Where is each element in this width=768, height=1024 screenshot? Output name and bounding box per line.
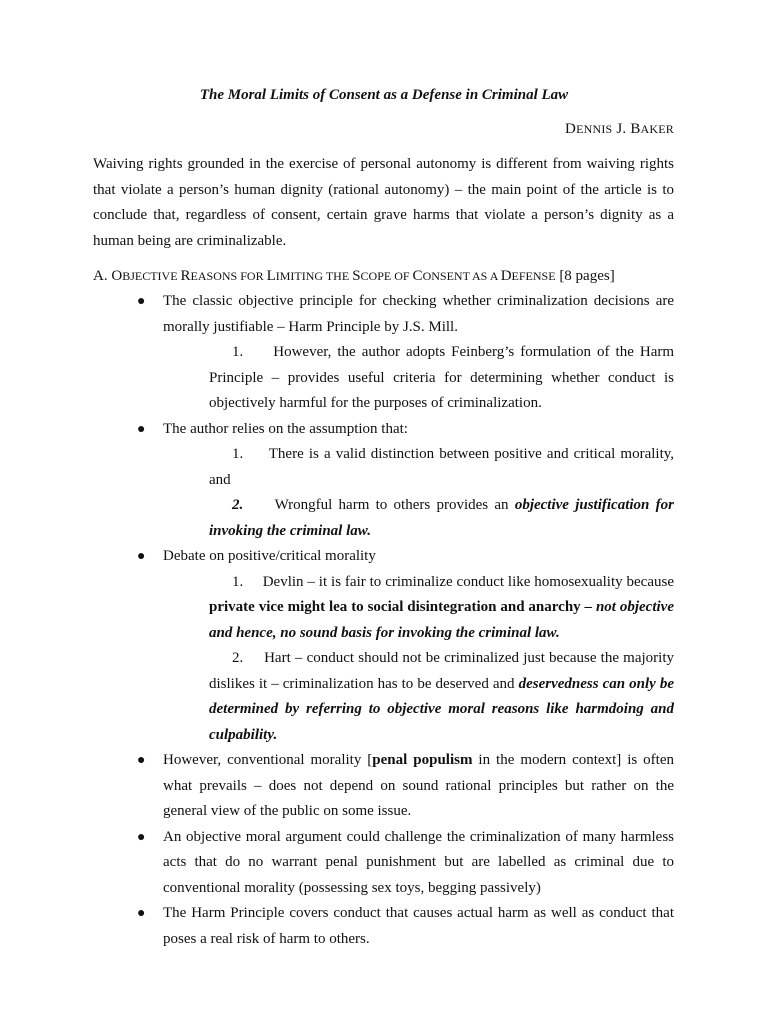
sub-item-text: However, the author adopts Feinberg’s formulation of the Harm Principle – provides useful criteria for determining whether conduct is objectively harmful for the purposes of criminalization. xyxy=(209,344,675,411)
heading-cap: R xyxy=(180,268,191,284)
sub-item xyxy=(209,493,674,544)
sub-item-number: 2. xyxy=(232,497,244,513)
list-item-text: Debate on positive/critical morality xyxy=(163,548,376,564)
author-middle: J. B xyxy=(612,121,641,137)
heading-sc: BJECTIVE xyxy=(122,269,181,283)
heading-cap: S xyxy=(352,268,361,284)
heading-suffix: [8 pages] xyxy=(555,268,615,284)
heading-sc: EASONS FOR xyxy=(190,269,267,283)
author-last-rest: AKER xyxy=(640,122,674,136)
bullet-dot-icon: ● xyxy=(137,753,146,768)
author-initial-d: D xyxy=(565,121,577,137)
heading-sc: EFENSE xyxy=(511,269,556,283)
sub-item-bold: private vice might lea to social disintegration and anarchy – xyxy=(209,599,596,615)
document-title: The Moral Limits of Consent as a Defense in Criminal Law xyxy=(199,87,569,103)
heading-prefix: A. xyxy=(93,268,112,284)
bullet-dot-icon: ● xyxy=(137,829,146,845)
list-item xyxy=(137,544,674,570)
sub-item xyxy=(209,442,674,493)
sub-item-number: 1. xyxy=(232,344,244,360)
list-item-text: in the modern context] is often what prevails – does not depend on sound rational principles but rather on the general view of the public on some issue. xyxy=(163,752,674,819)
heading-sc: IMITING THE xyxy=(275,269,353,283)
author-name xyxy=(565,121,674,138)
sub-item xyxy=(209,340,674,417)
heading-cap: D xyxy=(500,268,512,284)
list-item xyxy=(137,825,674,902)
list-item xyxy=(137,901,674,952)
bullet-dot-icon: ● xyxy=(137,549,146,564)
section-heading-a xyxy=(93,264,693,290)
outline-list xyxy=(0,289,768,952)
sub-item-text: Devlin – it is fair to criminalize conduct like homosexuality because xyxy=(262,573,674,590)
list-item-text: An objective moral argument could challenge the criminalization of many harmless acts that do no warrant penal punishment but are labelled as criminal due to conventional morality (possessing sex toys, begging passively) xyxy=(163,828,674,896)
heading-sc: ONSENT AS A xyxy=(422,269,501,283)
author-first-rest: ENNIS xyxy=(576,122,613,136)
list-item-bold: penal populism xyxy=(372,752,473,768)
list-item-text: The author relies on the assumption that: xyxy=(163,420,408,437)
sub-item-number: 1. xyxy=(232,446,244,462)
list-item-text: The classic objective principle for checking whether criminalization decisions are morally justifiable – Harm Principle by J.S. Mill. xyxy=(163,293,674,335)
sub-item-number: 1. xyxy=(232,573,244,590)
bullet-dot-icon: ● xyxy=(137,906,146,921)
sub-item-text: Hart – conduct should not be criminalized just because the majority dislikes it – criminalization has to be deserved and xyxy=(209,650,674,692)
list-item xyxy=(137,748,674,825)
list-item-text: The Harm Principle covers conduct that causes actual harm as well as conduct that poses a real risk of harm to others. xyxy=(163,905,674,947)
intro-paragraph: Waiving rights grounded in the exercise of personal autonomy is different from waiving rights that violate a person’s human dignity (rational autonomy) – the main point of the article is to conclude that, regardless of consent, certain grave harms that violate a person’s dignity as a human being are criminalizable. xyxy=(93,156,674,249)
sub-item-number: 2. xyxy=(232,650,244,666)
sub-item-text: There is a valid distinction between positive and critical morality, and xyxy=(209,446,675,488)
heading-sc: COPE OF xyxy=(360,269,413,283)
sub-item xyxy=(209,570,674,647)
sub-item-emphasis: deservedness can only be determined by referring to objective moral reasons like harmdoing and culpability. xyxy=(209,675,674,743)
list-item xyxy=(137,289,674,340)
sub-item-text: Wrongful harm to others provides an xyxy=(274,497,515,513)
bullet-dot-icon: ● xyxy=(137,421,146,437)
sub-item-emphasis: objective justification for invoking the criminal law. xyxy=(209,497,674,539)
heading-cap: O xyxy=(111,268,123,284)
list-item-text: However, conventional morality [ xyxy=(163,752,373,768)
heading-cap: C xyxy=(412,268,423,284)
bullet-dot-icon: ● xyxy=(137,294,146,309)
sub-item xyxy=(209,646,674,748)
list-item xyxy=(137,417,674,443)
heading-cap: L xyxy=(266,268,276,284)
sub-item-emphasis: not objective and hence, no sound basis for invoking the criminal law. xyxy=(209,599,674,641)
